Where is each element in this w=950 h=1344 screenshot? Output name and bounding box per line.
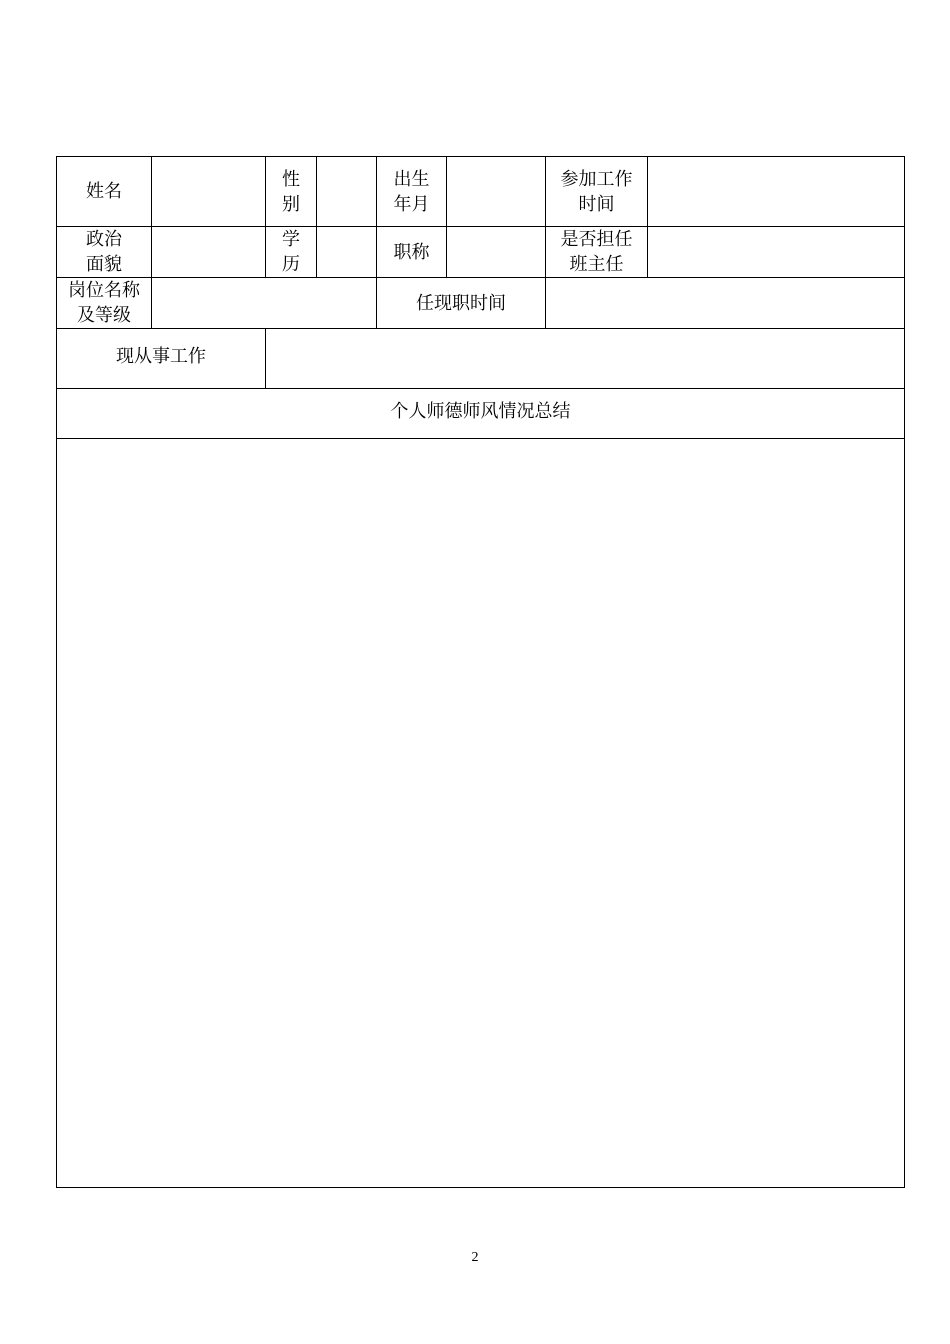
education-label-cell bbox=[266, 227, 317, 278]
form-row-current-work bbox=[57, 329, 905, 389]
teacher-ethics-form bbox=[56, 156, 905, 1188]
form-row-position bbox=[57, 278, 905, 329]
birth-label-cell bbox=[377, 157, 447, 227]
head-teacher-label: 是否担任 班主任 bbox=[560, 229, 633, 275]
form-row-summary-body bbox=[57, 439, 905, 1188]
position-level-field[interactable] bbox=[152, 278, 377, 329]
political-status-label: 政治 面貌 bbox=[86, 229, 122, 275]
current-work-label: 现从事工作 bbox=[116, 346, 206, 367]
work-start-label-cell bbox=[546, 157, 648, 227]
birth-date-label: 出生 年月 bbox=[393, 168, 430, 215]
form-row-status bbox=[57, 227, 905, 278]
education-field[interactable] bbox=[317, 227, 377, 278]
name-field[interactable] bbox=[152, 157, 266, 227]
work-start-field[interactable] bbox=[648, 157, 905, 227]
form-row-basic-info bbox=[57, 157, 905, 227]
form-row-summary-header bbox=[57, 389, 905, 439]
gender-label-cell bbox=[266, 157, 317, 227]
tenure-label-cell bbox=[377, 278, 546, 329]
work-start-label: 参加工作 时间 bbox=[560, 168, 633, 215]
position-label-cell bbox=[57, 278, 152, 329]
political-label-cell bbox=[57, 227, 152, 278]
professional-title-label: 职称 bbox=[393, 241, 430, 263]
summary-header: 个人师德师风情况总结 bbox=[390, 401, 571, 422]
current-work-field[interactable] bbox=[266, 329, 905, 389]
position-level-label: 岗位名称 及等级 bbox=[68, 280, 140, 326]
tenure-label: 任现职时间 bbox=[416, 292, 506, 314]
birth-date-field[interactable] bbox=[447, 157, 546, 227]
page-number: 2 bbox=[471, 1250, 479, 1265]
gender-label: 性 别 bbox=[282, 168, 300, 215]
name-label: 姓名 bbox=[86, 181, 122, 202]
summary-header-cell bbox=[57, 389, 905, 439]
tenure-field[interactable] bbox=[546, 278, 905, 329]
political-status-field[interactable] bbox=[152, 227, 266, 278]
title-label-cell bbox=[377, 227, 447, 278]
head-teacher-label-cell bbox=[546, 227, 648, 278]
education-label: 学 历 bbox=[282, 229, 300, 275]
current-work-label-cell bbox=[57, 329, 266, 389]
name-label-cell bbox=[57, 157, 152, 227]
professional-title-field[interactable] bbox=[447, 227, 546, 278]
head-teacher-field[interactable] bbox=[648, 227, 905, 278]
summary-text-area[interactable] bbox=[57, 439, 905, 1188]
gender-field[interactable] bbox=[317, 157, 377, 227]
